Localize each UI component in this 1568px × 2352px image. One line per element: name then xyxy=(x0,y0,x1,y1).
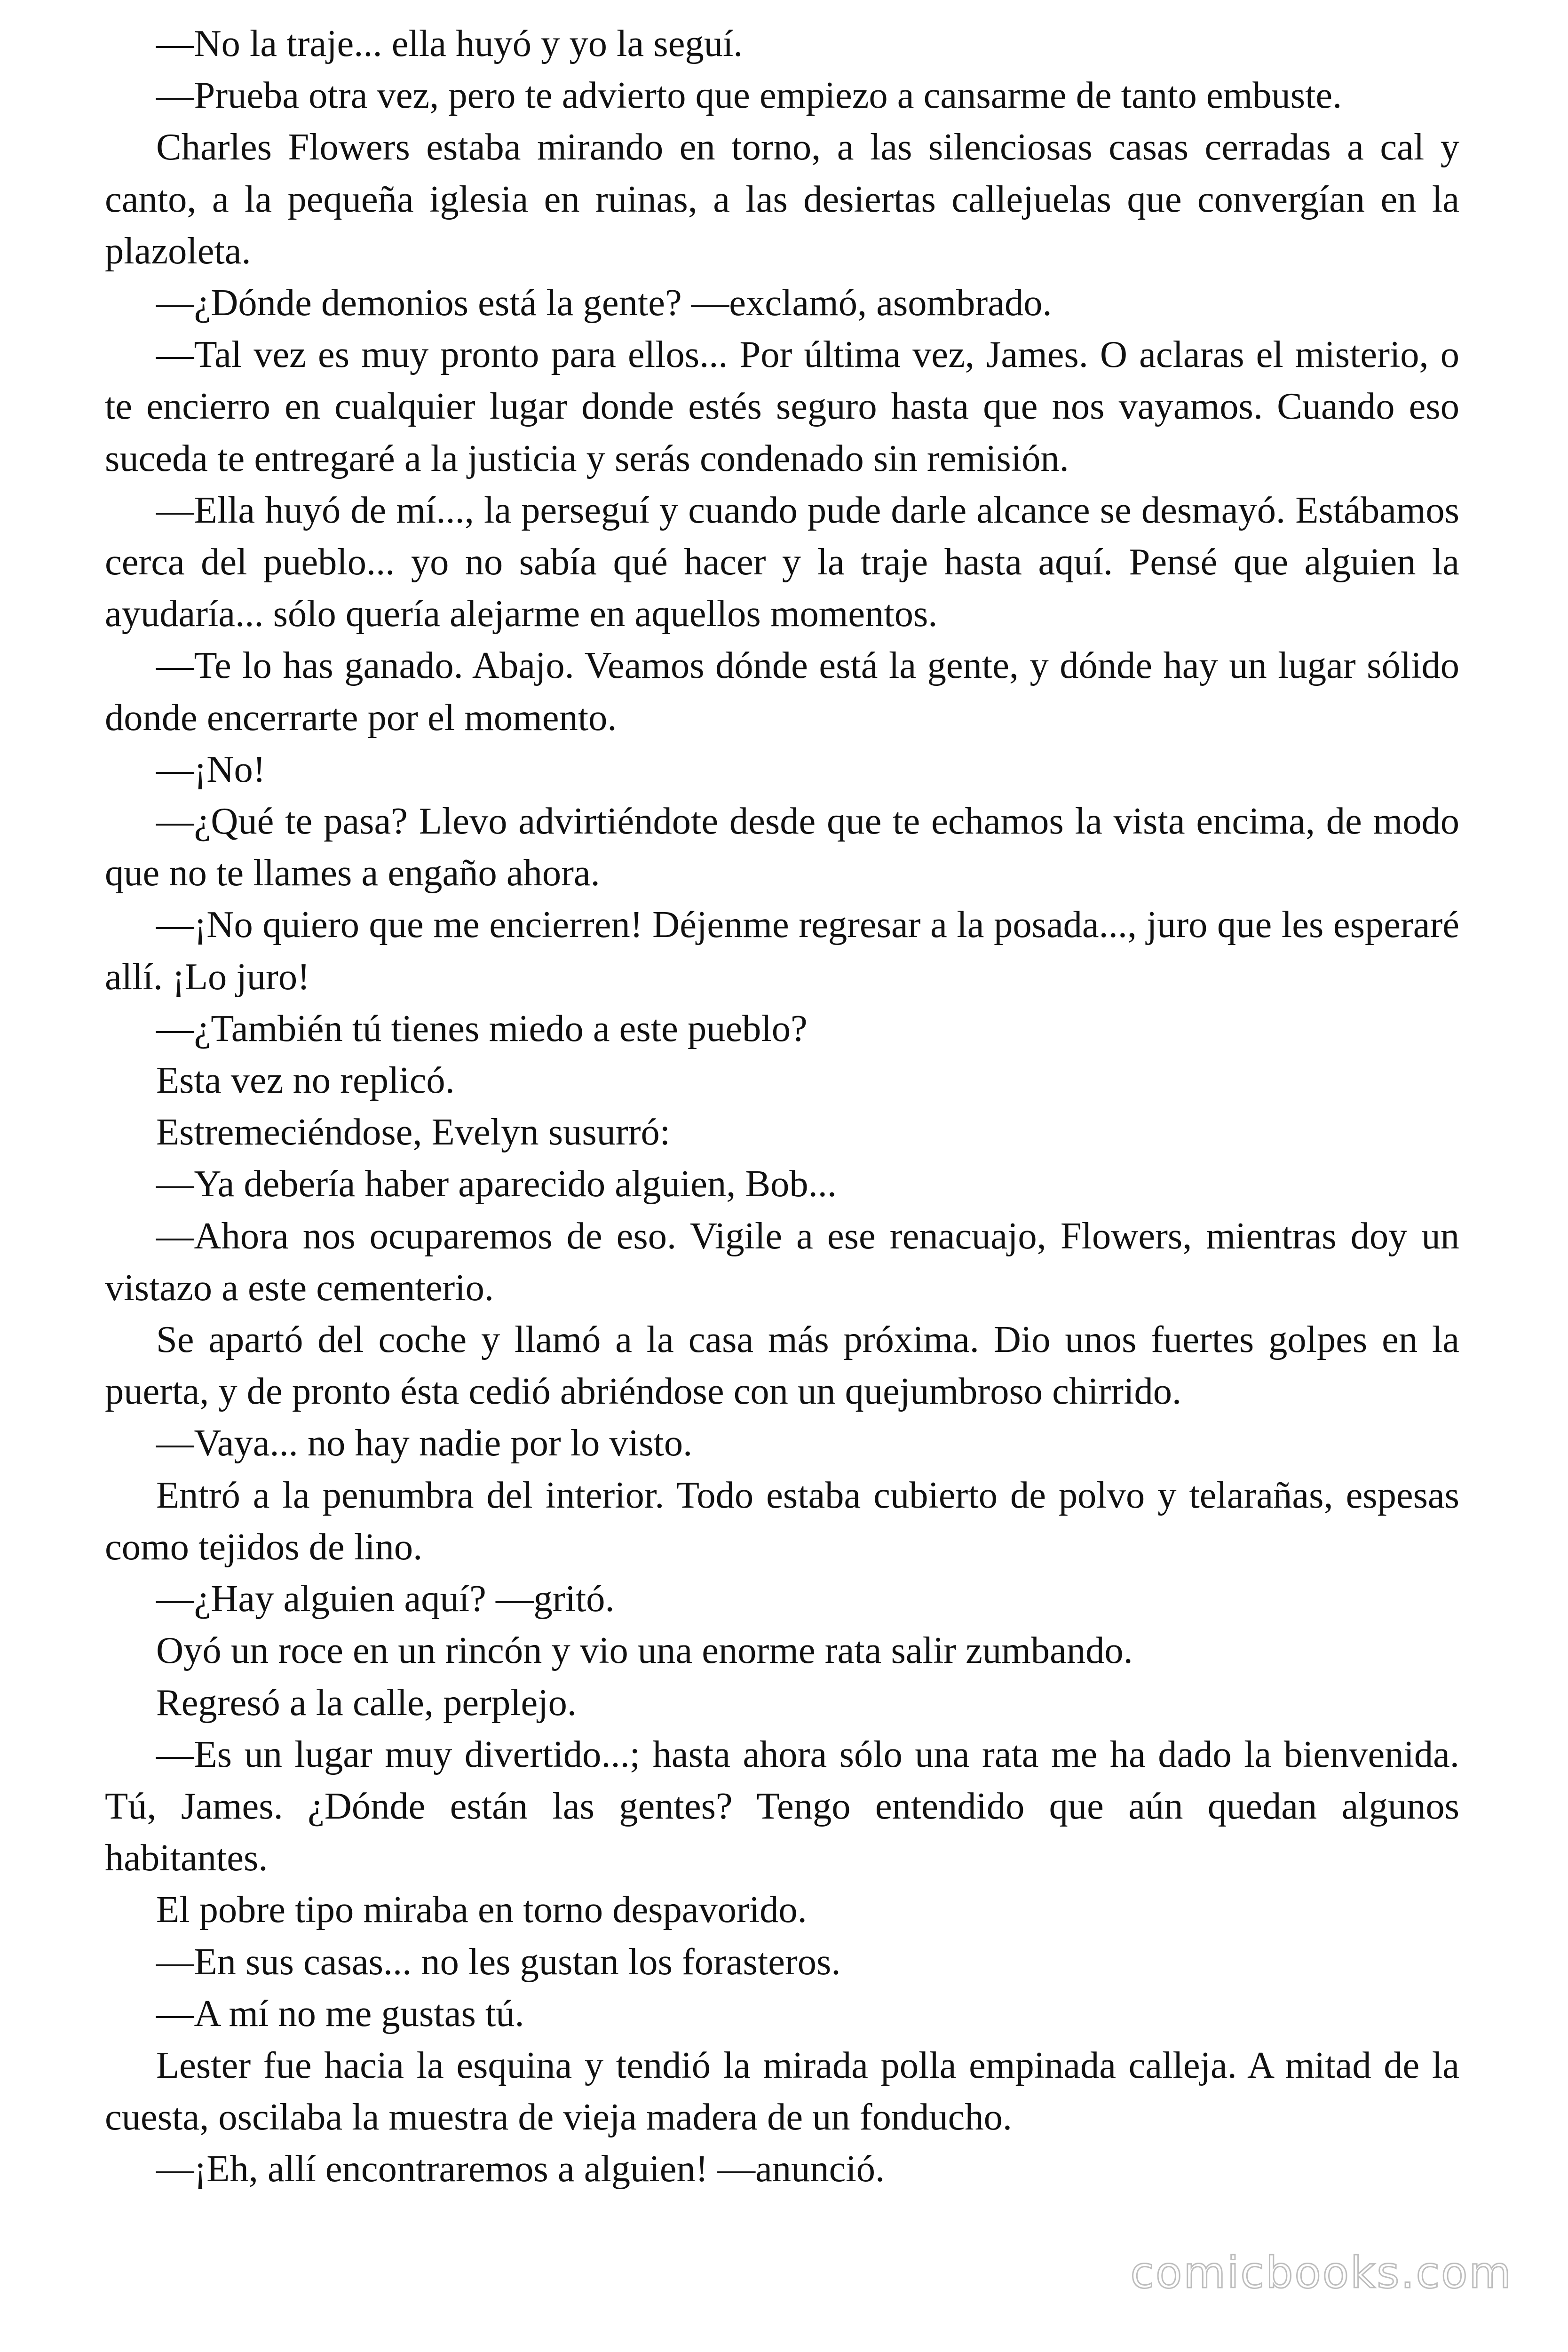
paragraph-10: —¡No quiero que me encierren! Déjenme regresar a la posada..., juro que les esperaré allí. ¡Lo juro! xyxy=(105,904,1459,998)
watermark: comicbooks.com xyxy=(1130,2248,1513,2298)
paragraph-27: —¡Eh, allí encontraremos a alguien! —anunció. xyxy=(156,2148,885,2190)
paragraph-18: Entró a la penumbra del interior. Todo estaba cubierto de polvo y telarañas, espesas como tejidos de lino. xyxy=(105,1474,1459,1568)
paragraph-24: —En sus casas... no les gustan los forasteros. xyxy=(156,1940,841,1983)
paragraph-21: Regresó a la calle, perplejo. xyxy=(156,1681,577,1724)
paragraph-4: —¿Dónde demonios está la gente? —exclamó, asombrado. xyxy=(156,282,1052,324)
paragraph-7: —Te lo has ganado. Abajo. Veamos dónde está la gente, y dónde hay un lugar sólido donde encerrarte por el momento. xyxy=(105,644,1459,739)
paragraph-5: —Tal vez es muy pronto para ellos... Por última vez, James. O aclaras el misterio, o te encierro en cualquier lugar donde estés seguro hasta que nos vayamos. Cuando eso suceda te entregaré a la justicia y serás condenado sin remisión. xyxy=(105,334,1459,479)
paragraph-11: —¿También tú tienes miedo a este pueblo? xyxy=(156,1007,808,1049)
paragraph-17: —Vaya... no hay nadie por lo visto. xyxy=(156,1422,693,1464)
paragraph-3: Charles Flowers estaba mirando en torno, a las silenciosas casas cerradas a cal y canto, a la pequeña iglesia en ruinas, a las desiertas callejuelas que convergían en la plazoleta. xyxy=(105,126,1459,272)
paragraph-26: Lester fue hacia la esquina y tendió la mirada polla empinada calleja. A mitad de la cuesta, oscilaba la muestra de vieja madera de un fonducho. xyxy=(105,2044,1459,2138)
paragraph-25: —A mí no me gustas tú. xyxy=(156,1992,524,2034)
paragraph-15: —Ahora nos ocuparemos de eso. Vigile a ese renacuajo, Flowers, mientras doy un vistazo a este cementerio. xyxy=(105,1215,1459,1309)
paragraph-13: Estremeciéndose, Evelyn susurró: xyxy=(156,1111,671,1153)
paragraph-14: —Ya debería haber aparecido alguien, Bob... xyxy=(156,1163,837,1205)
paragraph-8: —¡No! xyxy=(156,748,266,790)
paragraph-19: —¿Hay alguien aquí? —gritó. xyxy=(156,1578,615,1620)
paragraph-22: —Es un lugar muy divertido...; hasta ahora sólo una rata me ha dado la bienvenida. Tú, James. ¿Dónde están las gentes? Tengo entendido que aún quedan algunos habitantes. xyxy=(105,1733,1459,1879)
paragraph-2: —Prueba otra vez, pero te advierto que empiezo a cansarme de tanto embuste. xyxy=(156,74,1342,117)
paragraph-6: —Ella huyó de mí..., la perseguí y cuando pude darle alcance se desmayó. Estábamos cerca del pueblo... yo no sabía qué hacer y la traje hasta aquí. Pensé que alguien la ayudaría... sólo quería alejarme en aquellos momentos. xyxy=(105,489,1459,635)
paragraph-23: El pobre tipo miraba en torno despavorido. xyxy=(156,1889,807,1931)
paragraph-9: —¿Qué te pasa? Llevo advirtiéndote desde que te echamos la vista encima, de modo que no te llames a engaño ahora. xyxy=(105,800,1459,894)
paragraph-16: Se apartó del coche y llamó a la casa más próxima. Dio unos fuertes golpes en la puerta, y de pronto ésta cedió abriéndose con un quejumbroso chirrido. xyxy=(105,1319,1459,1413)
body-text xyxy=(105,18,1459,2195)
paragraph-1: —No la traje... ella huyó y yo la seguí. xyxy=(156,23,743,64)
paragraph-20: Oyó un roce en un rincón y vio una enorme rata salir zumbando. xyxy=(156,1629,1133,1672)
paragraph-12: Esta vez no replicó. xyxy=(156,1059,455,1102)
